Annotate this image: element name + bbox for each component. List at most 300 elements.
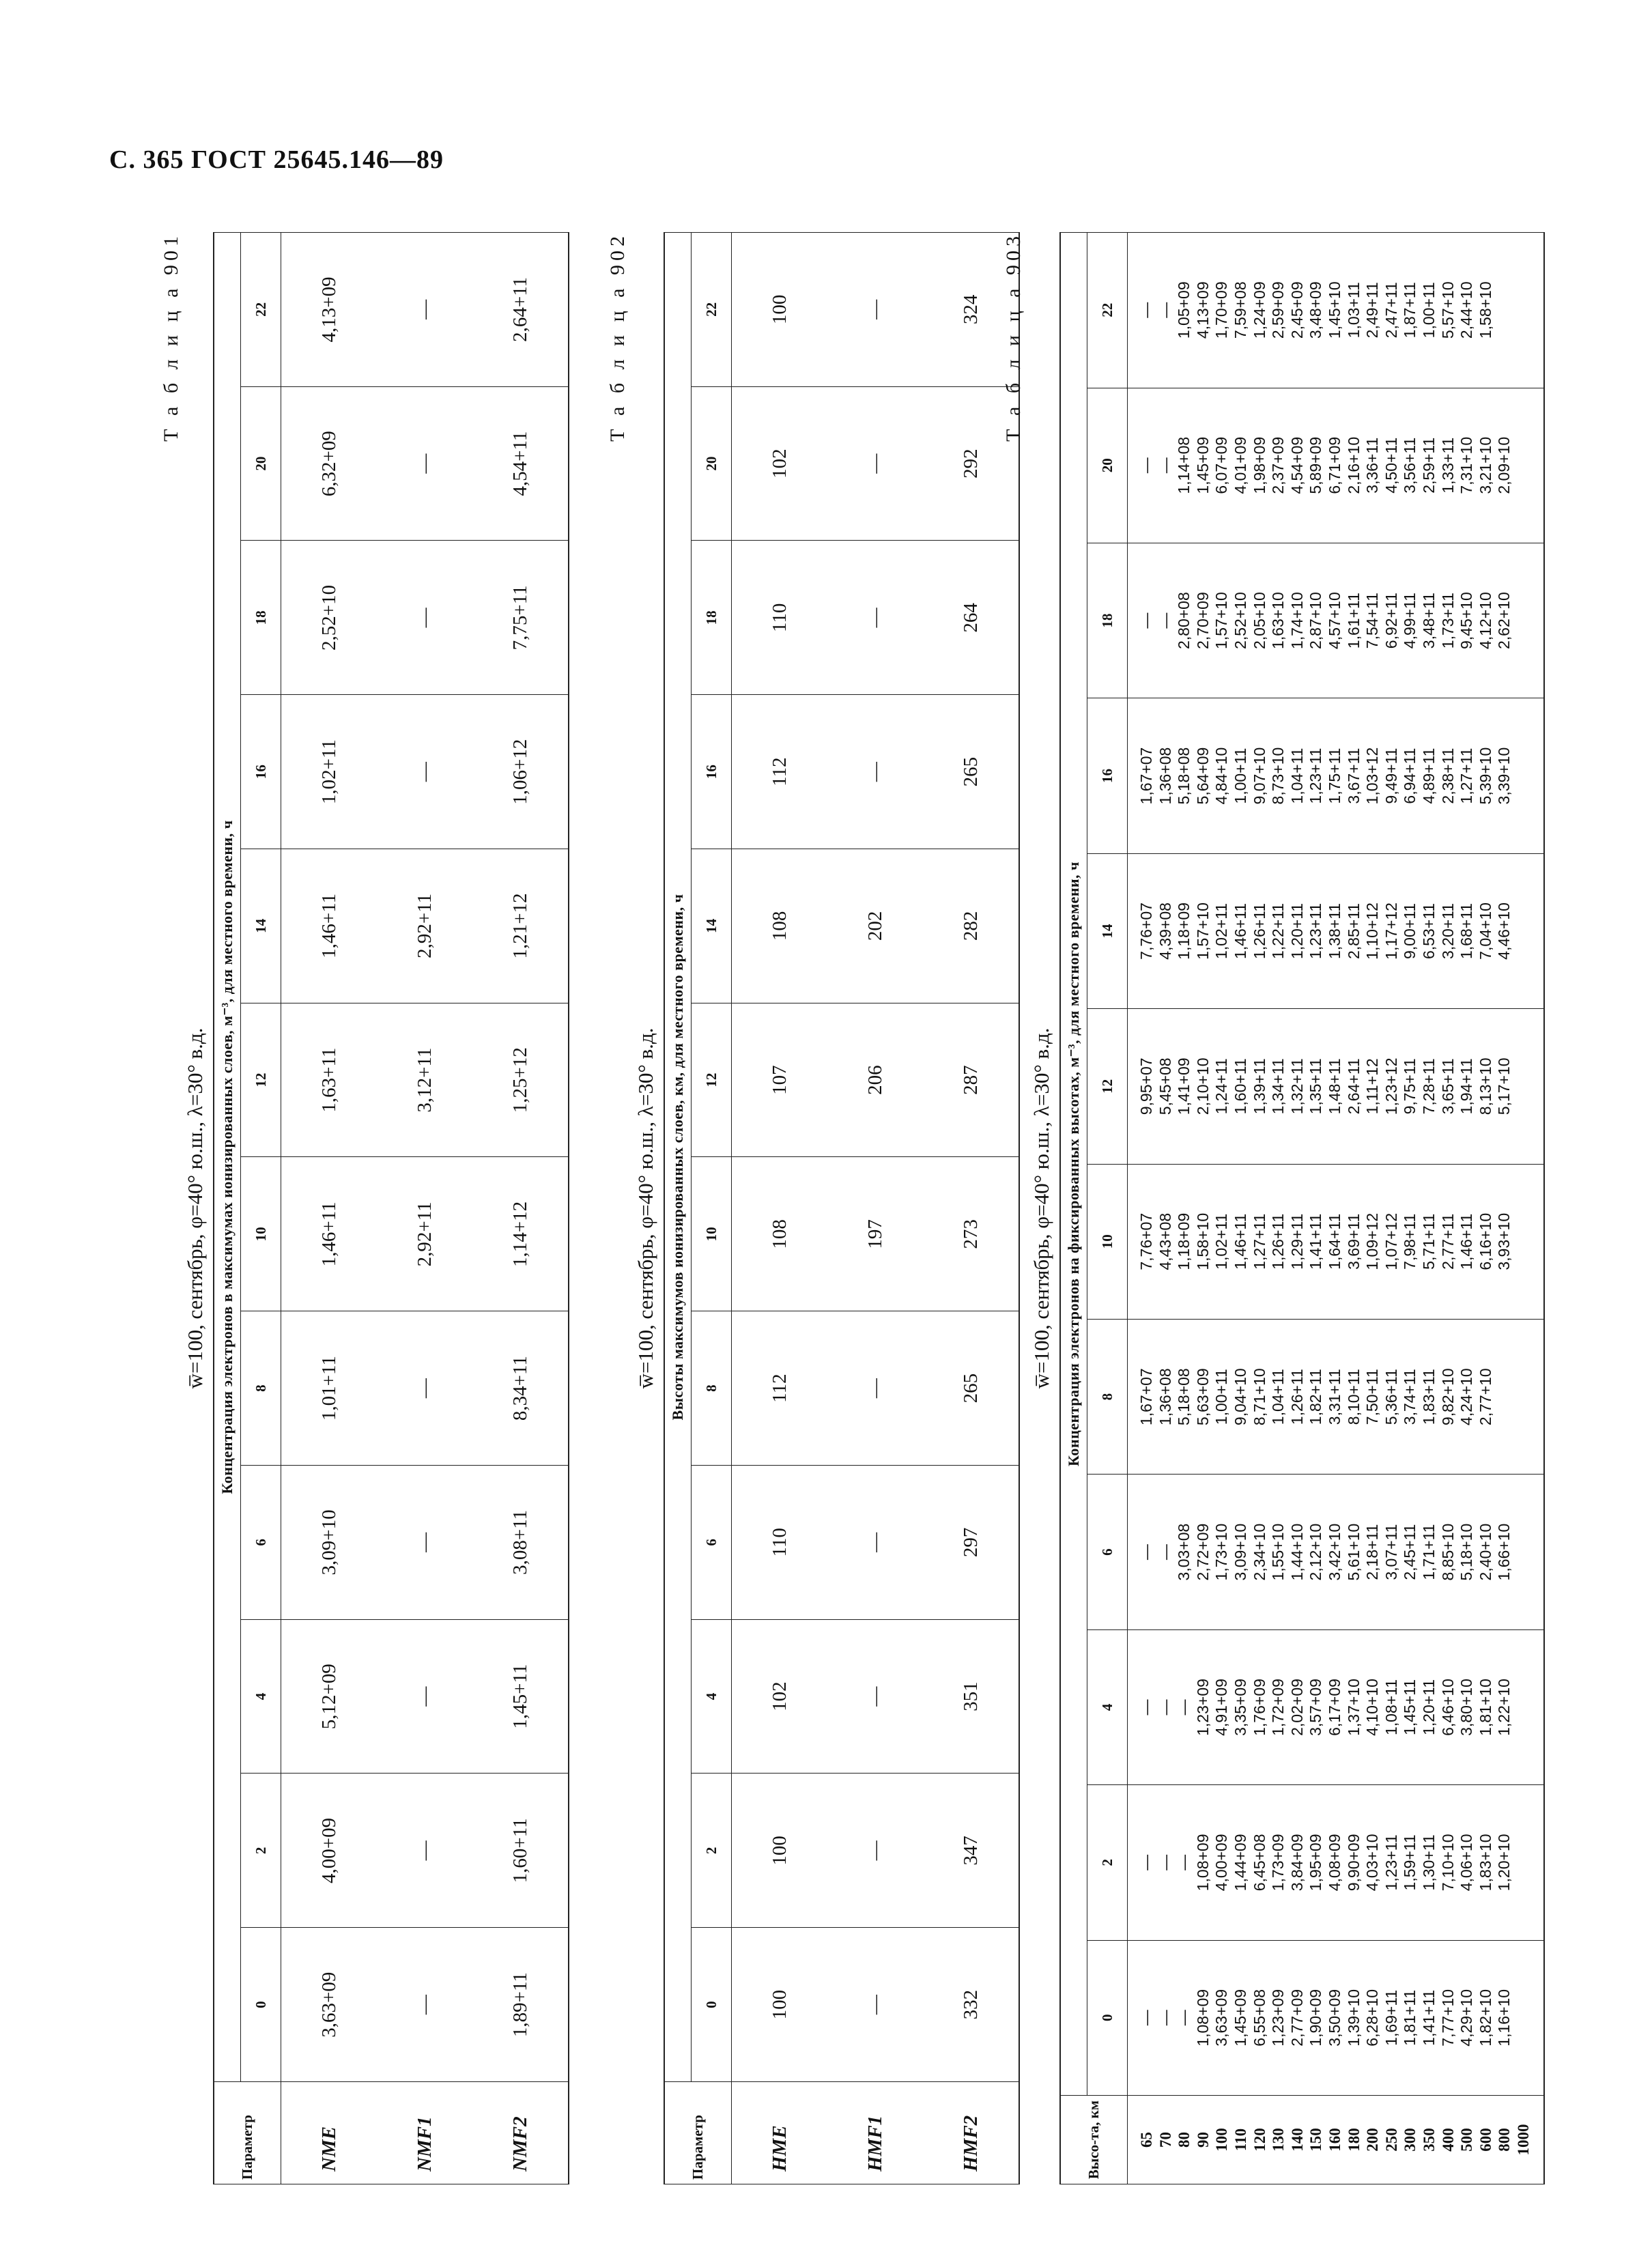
table-cell: 1,44+10 bbox=[1287, 1523, 1306, 1581]
table-cell: 1,25+12 bbox=[472, 1003, 569, 1157]
table-cell: 1,89+11 bbox=[472, 1928, 569, 2082]
table-cell: 1,22+11 bbox=[1269, 902, 1287, 959]
table-cell: 5,57+10 bbox=[1438, 281, 1457, 339]
table-cell: 6,53+11 bbox=[1419, 902, 1438, 959]
table-cell: 4,84+10 bbox=[1212, 747, 1231, 805]
table-cell: 6,28+10 bbox=[1363, 1989, 1382, 2047]
table-cell: 3,63+09 bbox=[1212, 1989, 1231, 2047]
table-cell: 2,38+11 bbox=[1438, 747, 1457, 804]
table-cell: 2,64+11 bbox=[1344, 1058, 1363, 1115]
table-cell: 1,41+09 bbox=[1175, 1057, 1193, 1115]
table-cell: 2,49+11 bbox=[1363, 282, 1382, 339]
table-cell: — bbox=[827, 1774, 923, 1928]
table-cell: 1,46+11 bbox=[1231, 902, 1249, 959]
table-cell: 2,59+09 bbox=[1269, 281, 1287, 339]
table-cell: 1,95+09 bbox=[1307, 1834, 1325, 1892]
table-cell: 3,03+08 bbox=[1175, 1523, 1193, 1581]
table-row bbox=[732, 233, 828, 2184]
table-cell: 4,39+08 bbox=[1156, 902, 1174, 960]
hour-header-row bbox=[241, 233, 281, 2184]
table-cell: 7,54+11 bbox=[1363, 593, 1382, 649]
table-cell: 5,12+09 bbox=[281, 1619, 378, 1774]
table-cell: 2,62+10 bbox=[1495, 592, 1513, 650]
table-cell: 1,00+11 bbox=[1231, 747, 1249, 804]
table-cell: 7,10+10 bbox=[1438, 1834, 1457, 1892]
table-cell: 1,36+08 bbox=[1156, 747, 1174, 805]
table-cell: 324 bbox=[923, 233, 1019, 387]
table-cell: 6,46+10 bbox=[1438, 1679, 1457, 1736]
table-cell: — bbox=[1137, 1544, 1155, 1561]
table-cell: 1,46+11 bbox=[281, 849, 378, 1003]
table-cell: 1,71+11 bbox=[1419, 1524, 1438, 1580]
table-cell: 4,08+09 bbox=[1325, 1834, 1343, 1892]
table-cell: 1,90+09 bbox=[1307, 1989, 1325, 2047]
table-cell: 1,23+11 bbox=[1307, 747, 1325, 804]
table-cell: 5,18+10 bbox=[1457, 1523, 1476, 1581]
table-902-title: w̅=100, сентябрь, φ=40° ю.ш., λ=30° в.д. bbox=[633, 1027, 657, 1389]
table-cell bbox=[1514, 233, 1533, 388]
table-cell: 287 bbox=[923, 1003, 1019, 1157]
table-cell: 1,38+11 bbox=[1325, 902, 1343, 959]
table-cell: — bbox=[827, 1311, 923, 1466]
hour-header: 10 bbox=[1087, 1164, 1128, 1319]
table-cell: — bbox=[1156, 1854, 1174, 1870]
table-cell bbox=[1514, 698, 1533, 853]
table-cell: 1,18+09 bbox=[1175, 902, 1193, 960]
table-cell: 1,39+11 bbox=[1250, 1058, 1268, 1115]
table-cell: 4,50+11 bbox=[1382, 437, 1400, 494]
table-cell: — bbox=[1137, 302, 1155, 318]
table-cell: 3,56+11 bbox=[1401, 437, 1419, 494]
table-cell: 100 bbox=[732, 1928, 828, 2082]
table-cell: 7,28+11 bbox=[1419, 1058, 1438, 1115]
table-cell: 1,23+11 bbox=[1382, 1834, 1400, 1891]
table-cell: 2,52+10 bbox=[1231, 592, 1249, 650]
hour-header: 0 bbox=[1087, 1940, 1128, 2095]
table-cell: 1,26+11 bbox=[1269, 1213, 1287, 1270]
table-cell: 1,57+10 bbox=[1212, 592, 1231, 650]
table-cell: 2,92+11 bbox=[377, 1157, 472, 1311]
table-cell: 1,05+09 bbox=[1175, 281, 1193, 339]
table-cell: 1,06+12 bbox=[472, 695, 569, 849]
height-value: 300 bbox=[1401, 2128, 1419, 2152]
table-cell bbox=[1514, 854, 1533, 1008]
table-cell: 5,64+09 bbox=[1193, 747, 1212, 805]
table-cell: 100 bbox=[732, 233, 828, 387]
table-cell: 3,42+10 bbox=[1325, 1523, 1343, 1581]
table-cell: 2,92+11 bbox=[377, 849, 472, 1003]
table-cell: 4,54+11 bbox=[472, 386, 569, 541]
table-cell: 5,71+11 bbox=[1419, 1213, 1438, 1270]
table-cell: 1,23+12 bbox=[1382, 1057, 1400, 1115]
table-cell bbox=[1514, 1785, 1533, 1939]
height-value: 250 bbox=[1382, 2128, 1400, 2152]
table-cell: 1,81+10 bbox=[1476, 1679, 1494, 1736]
table-cell: 1,41+11 bbox=[1419, 1989, 1438, 2046]
table-cell: 6,55+08 bbox=[1250, 1989, 1268, 2047]
table-row bbox=[281, 233, 378, 2184]
table-cell: 7,04+10 bbox=[1476, 902, 1494, 960]
table-cell: 3,74+11 bbox=[1401, 1369, 1419, 1425]
table-cell: 3,48+09 bbox=[1307, 281, 1325, 339]
table-cell: 1,67+07 bbox=[1137, 1368, 1155, 1426]
table-cell: 6,71+09 bbox=[1325, 436, 1343, 494]
table-cell: 9,95+07 bbox=[1137, 1057, 1155, 1115]
table-cell: 6,17+09 bbox=[1325, 1679, 1343, 1736]
table-cell: 9,49+11 bbox=[1382, 747, 1400, 804]
table-cell: — bbox=[1137, 457, 1155, 474]
table-cell bbox=[1495, 233, 1514, 388]
group-header: Высоты максимумов ионизированных слоев, км, для местного времени, ч bbox=[664, 233, 692, 2082]
table-cell: 2,44+10 bbox=[1457, 281, 1476, 339]
table-cell: 102 bbox=[732, 1619, 828, 1774]
table-cell: 102 bbox=[732, 386, 828, 541]
table-cell: 8,34+11 bbox=[472, 1311, 569, 1466]
table-cell: 1,70+09 bbox=[1212, 281, 1231, 339]
table-row bbox=[377, 233, 472, 2184]
table-cell: — bbox=[1156, 1699, 1174, 1715]
table-cell: 6,92+11 bbox=[1382, 593, 1400, 649]
table-cell: 9,75+11 bbox=[1401, 1058, 1419, 1115]
table-cell: 1,18+09 bbox=[1175, 1212, 1193, 1270]
values-column bbox=[1128, 1009, 1545, 1164]
table-cell: 202 bbox=[827, 849, 923, 1003]
param-header: Параметр bbox=[664, 2082, 732, 2184]
table-cell: 3,07+11 bbox=[1382, 1524, 1400, 1580]
page-header: С. 365 ГОСТ 25645.146—89 bbox=[109, 145, 444, 174]
table-cell: 206 bbox=[827, 1003, 923, 1157]
table-cell: — bbox=[1156, 1544, 1174, 1561]
table-cell: 1,59+11 bbox=[1401, 1834, 1419, 1891]
table-cell: 1,20+10 bbox=[1495, 1834, 1513, 1892]
table-cell: 1,22+10 bbox=[1495, 1679, 1513, 1736]
table-cell bbox=[1514, 1165, 1533, 1319]
table-cell bbox=[1514, 1320, 1533, 1474]
table-cell: — bbox=[1175, 1854, 1193, 1870]
table-cell: 5,17+10 bbox=[1495, 1057, 1513, 1115]
table-cell: 7,75+11 bbox=[472, 541, 569, 695]
table-cell: 5,45+08 bbox=[1156, 1057, 1174, 1115]
table-cell: 2,09+10 bbox=[1495, 436, 1513, 494]
hour-header: 10 bbox=[692, 1157, 732, 1311]
height-value: 800 bbox=[1496, 2128, 1513, 2152]
table-cell: 1,82+10 bbox=[1476, 1989, 1494, 2047]
table-cell: 265 bbox=[923, 695, 1019, 849]
param-header: Параметр bbox=[214, 2082, 281, 2184]
table-cell: 3,36+11 bbox=[1363, 437, 1382, 494]
table-cell: 1,26+11 bbox=[1250, 902, 1268, 959]
height-value: 140 bbox=[1288, 2128, 1306, 2152]
table-cell: 1,34+11 bbox=[1269, 1058, 1287, 1115]
hour-header: 2 bbox=[1087, 1785, 1128, 1940]
table-cell: 3,31+11 bbox=[1325, 1369, 1343, 1425]
table-cell: — bbox=[827, 695, 923, 849]
table-cell: 9,07+10 bbox=[1250, 747, 1268, 805]
hour-header: 18 bbox=[241, 541, 281, 695]
table-cell: 1,37+10 bbox=[1344, 1679, 1363, 1736]
table-cell: 4,01+09 bbox=[1231, 436, 1249, 494]
values-column bbox=[1128, 1164, 1545, 1319]
height-value: 90 bbox=[1194, 2132, 1212, 2148]
hour-header: 16 bbox=[692, 695, 732, 849]
table-cell: 1,46+11 bbox=[1457, 1213, 1476, 1270]
table-cell: 1,16+10 bbox=[1495, 1989, 1513, 2047]
table-cell: 9,90+09 bbox=[1344, 1834, 1363, 1892]
table-cell: 4,29+10 bbox=[1457, 1989, 1476, 2047]
table-cell: 3,12+11 bbox=[377, 1003, 472, 1157]
table-cell: 7,76+07 bbox=[1137, 1212, 1155, 1270]
table-cell: 2,52+10 bbox=[281, 541, 378, 695]
group-header: Концентрация электронов в максимумах ионизированных слоев, м⁻³, для местного времени, ч bbox=[214, 233, 241, 2082]
table-cell: 1,87+11 bbox=[1401, 282, 1419, 339]
table-cell: — bbox=[1137, 2010, 1155, 2026]
table-cell: 1,58+10 bbox=[1193, 1212, 1212, 1270]
table-cell: 2,77+10 bbox=[1476, 1368, 1494, 1426]
table-cell: 3,84+09 bbox=[1287, 1834, 1306, 1892]
table-cell: 4,57+10 bbox=[1325, 592, 1343, 650]
table-cell: 2,80+08 bbox=[1175, 592, 1193, 650]
table-cell: 4,03+10 bbox=[1363, 1834, 1382, 1892]
table-cell: 6,45+08 bbox=[1250, 1834, 1268, 1892]
table-cell: 1,07+12 bbox=[1382, 1212, 1400, 1270]
table-cell: 1,36+08 bbox=[1156, 1368, 1174, 1426]
table-cell: 4,12+10 bbox=[1476, 592, 1494, 650]
table-cell: 1,44+09 bbox=[1231, 1834, 1249, 1892]
height-value: 110 bbox=[1231, 2128, 1249, 2152]
table-cell: 5,36+11 bbox=[1382, 1369, 1400, 1425]
table-cell: 1,08+11 bbox=[1382, 1679, 1400, 1736]
table-cell: 8,73+10 bbox=[1269, 747, 1287, 805]
hour-header: 18 bbox=[1087, 543, 1128, 698]
table-cell: 112 bbox=[732, 695, 828, 849]
height-value: 500 bbox=[1458, 2128, 1476, 2152]
table-cell: 8,71+10 bbox=[1250, 1368, 1268, 1426]
height-value: 65 bbox=[1138, 2132, 1155, 2148]
table-cell: 4,99+11 bbox=[1401, 593, 1419, 649]
values-column bbox=[1128, 233, 1545, 388]
table-903-title: w̅=100, сентябрь, φ=40° ю.ш., λ=30° в.д. bbox=[1029, 1027, 1053, 1389]
table-cell: 1,02+11 bbox=[1212, 902, 1231, 959]
hour-header-row bbox=[692, 233, 732, 2184]
hour-header: 8 bbox=[1087, 1319, 1128, 1474]
table-cell: 108 bbox=[732, 849, 828, 1003]
hour-header: 2 bbox=[692, 1774, 732, 1928]
hour-header: 14 bbox=[692, 849, 732, 1003]
table-cell: 264 bbox=[923, 541, 1019, 695]
table-cell: 3,20+11 bbox=[1438, 902, 1457, 959]
table-cell bbox=[1514, 388, 1533, 543]
table-cell: 4,00+09 bbox=[1212, 1834, 1231, 1892]
table-cell: 1,98+09 bbox=[1250, 436, 1268, 494]
table-cell: 8,13+10 bbox=[1476, 1057, 1494, 1115]
table-cell: 1,21+12 bbox=[472, 849, 569, 1003]
table-cell: 6,94+11 bbox=[1401, 747, 1419, 804]
table-cell: — bbox=[377, 1311, 472, 1466]
table-cell: 282 bbox=[923, 849, 1019, 1003]
table-cell: 4,46+10 bbox=[1495, 902, 1513, 960]
table-cell: 1,03+11 bbox=[1344, 282, 1363, 339]
table-cell: 2,45+11 bbox=[1401, 1524, 1419, 1580]
height-value: 400 bbox=[1439, 2128, 1457, 2152]
table-cell: 2,47+11 bbox=[1382, 282, 1400, 339]
table-cell: 292 bbox=[923, 386, 1019, 541]
table-cell: 1,20+11 bbox=[1419, 1679, 1438, 1736]
table-cell: 7,76+07 bbox=[1137, 902, 1155, 960]
values-column bbox=[1128, 543, 1545, 698]
height-value: 600 bbox=[1477, 2128, 1494, 2152]
table-cell: — bbox=[377, 386, 472, 541]
table-cell: — bbox=[377, 233, 472, 387]
table-cell: 3,39+10 bbox=[1495, 747, 1513, 805]
table-cell: 1,76+09 bbox=[1250, 1679, 1268, 1736]
hour-header: 2 bbox=[241, 1774, 281, 1928]
hour-header: 14 bbox=[1087, 853, 1128, 1008]
hour-header: 6 bbox=[241, 1466, 281, 1620]
table-cell: 3,63+09 bbox=[281, 1928, 378, 2082]
table-cell: 1,33+11 bbox=[1438, 437, 1457, 494]
table-cell: 1,55+10 bbox=[1269, 1523, 1287, 1581]
height-value: 80 bbox=[1176, 2132, 1193, 2148]
param-name: HME bbox=[732, 2082, 828, 2184]
table-cell: 2,10+10 bbox=[1193, 1057, 1212, 1115]
table-cell: 5,39+10 bbox=[1476, 747, 1494, 805]
table-cell: 1,45+09 bbox=[1231, 1989, 1249, 2047]
table-cell: 2,34+10 bbox=[1250, 1523, 1268, 1581]
table-cell: 1,04+11 bbox=[1269, 1369, 1287, 1425]
table-cell: 2,59+11 bbox=[1419, 437, 1438, 494]
hour-header: 0 bbox=[241, 1928, 281, 2082]
table-row bbox=[472, 233, 569, 2184]
hour-header: 4 bbox=[241, 1619, 281, 1774]
table-cell: 332 bbox=[923, 1928, 1019, 2082]
hour-header: 8 bbox=[241, 1311, 281, 1466]
table-cell: — bbox=[377, 695, 472, 849]
table-cell: 1,29+11 bbox=[1287, 1213, 1306, 1270]
hour-header: 18 bbox=[692, 541, 732, 695]
hour-header: 20 bbox=[692, 386, 732, 541]
table-cell: 1,00+11 bbox=[1419, 282, 1438, 339]
height-value: 180 bbox=[1345, 2128, 1363, 2152]
hour-header-row bbox=[1087, 233, 1128, 2184]
table-cell: 2,37+09 bbox=[1269, 436, 1287, 494]
table-cell: 1,00+11 bbox=[1212, 1369, 1231, 1425]
table-cell: 2,77+11 bbox=[1438, 1213, 1457, 1270]
table-cell: 7,59+08 bbox=[1231, 281, 1249, 339]
table-cell: 2,64+11 bbox=[472, 233, 569, 387]
table-cell: 3,80+10 bbox=[1457, 1679, 1476, 1736]
table-cell: 7,98+11 bbox=[1401, 1213, 1419, 1270]
table-cell: 3,09+10 bbox=[1231, 1523, 1249, 1581]
table-cell: 4,91+09 bbox=[1212, 1679, 1231, 1736]
param-name: NMF2 bbox=[472, 2082, 569, 2184]
table-cell: 1,63+11 bbox=[281, 1003, 378, 1157]
table-cell: 1,73+09 bbox=[1269, 1834, 1287, 1892]
table-cell: — bbox=[1137, 1854, 1155, 1870]
table-cell: — bbox=[827, 1619, 923, 1774]
table-cell: 1,67+07 bbox=[1137, 747, 1155, 805]
param-name: HMF2 bbox=[923, 2082, 1019, 2184]
table-cell: 6,07+09 bbox=[1212, 436, 1231, 494]
hour-header: 16 bbox=[1087, 698, 1128, 853]
table-cell: 6,32+09 bbox=[281, 386, 378, 541]
param-name: HMF1 bbox=[827, 2082, 923, 2184]
table-cell: — bbox=[377, 1466, 472, 1620]
table-cell: 1,14+08 bbox=[1175, 436, 1193, 494]
table-cell: — bbox=[377, 1619, 472, 1774]
hour-header: 16 bbox=[241, 695, 281, 849]
table-cell: 3,69+11 bbox=[1344, 1213, 1363, 1270]
table-cell: 1,23+11 bbox=[1307, 902, 1325, 959]
hour-header: 8 bbox=[692, 1311, 732, 1466]
table-cell: — bbox=[377, 541, 472, 695]
hour-header: 10 bbox=[241, 1157, 281, 1311]
table-cell: 1,08+09 bbox=[1193, 1989, 1212, 2047]
table-cell: 2,12+10 bbox=[1307, 1523, 1325, 1581]
table-cell: 1,39+10 bbox=[1344, 1989, 1363, 2047]
table-cell: 273 bbox=[923, 1157, 1019, 1311]
table-cell: 1,41+11 bbox=[1307, 1213, 1325, 1270]
table-cell bbox=[1514, 1630, 1533, 1784]
table-cell: 1,04+11 bbox=[1287, 747, 1306, 804]
table-cell: 3,65+11 bbox=[1438, 1058, 1457, 1115]
table-cell: 2,05+10 bbox=[1250, 592, 1268, 650]
hour-header: 22 bbox=[692, 233, 732, 387]
table-cell: 1,94+11 bbox=[1457, 1058, 1476, 1115]
table-cell: 265 bbox=[923, 1311, 1019, 1466]
table-cell: — bbox=[1175, 2010, 1193, 2026]
height-header: Высо-та, км bbox=[1060, 2096, 1128, 2184]
table-cell: 4,89+11 bbox=[1419, 747, 1438, 804]
table-cell: 5,89+09 bbox=[1307, 436, 1325, 494]
table-cell: 2,70+09 bbox=[1193, 592, 1212, 650]
values-column bbox=[1128, 853, 1545, 1008]
table-cell: 5,63+09 bbox=[1193, 1368, 1212, 1426]
table-row bbox=[923, 233, 1019, 2184]
table-902 bbox=[664, 232, 1020, 2184]
table-cell: 3,08+11 bbox=[472, 1466, 569, 1620]
table-cell: 1,73+11 bbox=[1438, 593, 1457, 649]
table-cell: 1,35+11 bbox=[1307, 1058, 1325, 1115]
table-cell: 3,50+09 bbox=[1325, 1989, 1343, 2047]
table-cell: — bbox=[827, 233, 923, 387]
table-cell: 2,16+10 bbox=[1344, 436, 1363, 494]
table-cell: 107 bbox=[732, 1003, 828, 1157]
table-cell: — bbox=[827, 1466, 923, 1620]
values-column bbox=[1128, 1319, 1545, 1474]
table-cell: 1,17+12 bbox=[1382, 902, 1400, 960]
hour-header: 22 bbox=[1087, 233, 1128, 388]
table-cell: 7,77+10 bbox=[1438, 1989, 1457, 2047]
table-cell: 1,68+11 bbox=[1457, 902, 1476, 959]
table-cell: 7,50+11 bbox=[1363, 1369, 1382, 1425]
table-cell: — bbox=[827, 1928, 923, 2082]
values-column bbox=[1128, 698, 1545, 853]
hour-header: 4 bbox=[1087, 1629, 1128, 1784]
height-value: 130 bbox=[1270, 2128, 1287, 2152]
table-cell: — bbox=[1156, 302, 1174, 318]
height-value: 1000 bbox=[1514, 2124, 1532, 2156]
table-cell: 3,93+10 bbox=[1495, 1212, 1513, 1270]
hour-header: 22 bbox=[241, 233, 281, 387]
table-row bbox=[1128, 233, 1545, 2184]
hour-header: 12 bbox=[1087, 1009, 1128, 1164]
hour-header: 14 bbox=[241, 849, 281, 1003]
table-cell: 1,60+11 bbox=[1231, 1058, 1249, 1115]
table-cell: — bbox=[1137, 612, 1155, 629]
table-cell: — bbox=[377, 1774, 472, 1928]
table-cell: 351 bbox=[923, 1619, 1019, 1774]
height-value: 350 bbox=[1420, 2128, 1438, 2152]
